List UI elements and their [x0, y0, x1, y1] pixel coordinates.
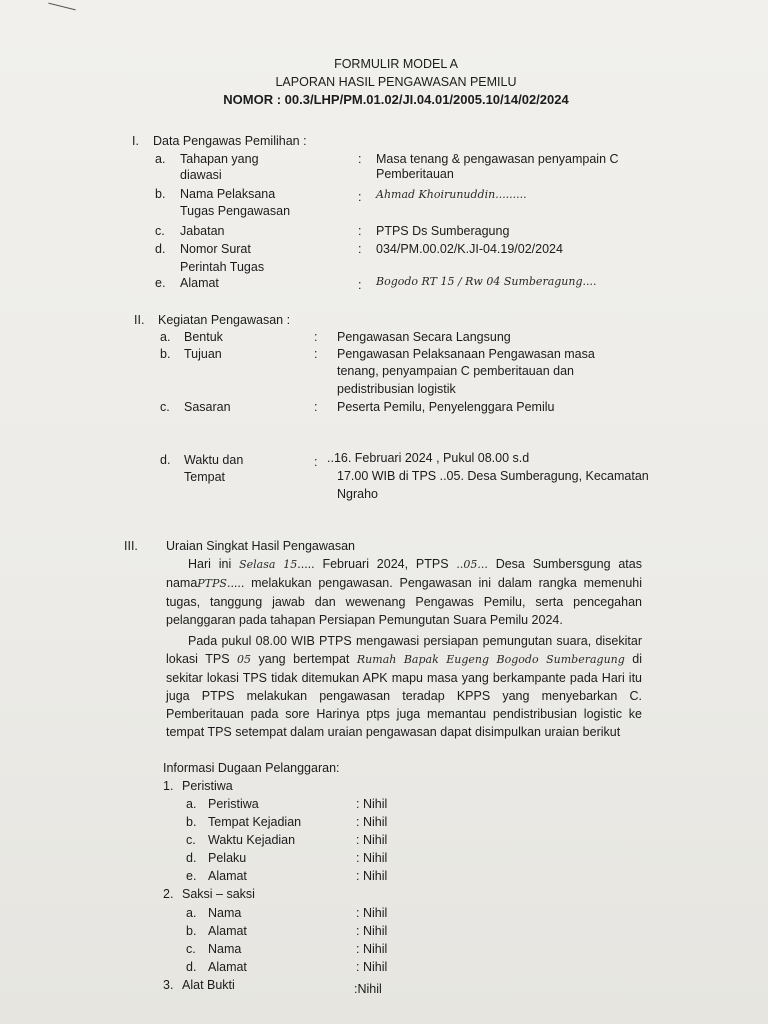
item-colon: :	[358, 224, 362, 238]
item-value-handwritten: Bogodo RT 15 / Rw 04 Sumberagung....	[376, 275, 597, 288]
item-label-cont: diawasi	[180, 168, 222, 182]
item-value-cont: pedistribusian logistik	[337, 382, 456, 396]
item-letter: e.	[155, 276, 166, 290]
item-value: :Nihil	[354, 982, 382, 996]
section-1-title: Data Pengawas Pemilihan :	[153, 134, 307, 148]
violations-title: Informasi Dugaan Pelanggaran:	[163, 761, 340, 775]
item-value-cont: 17.00 WIB di TPS ..05. Desa Sumberagung, Kecamatan	[337, 469, 649, 483]
item-value: ..16. Februari 2024 , Pukul 08.00 s.d	[327, 451, 530, 465]
item-value: 034/PM.00.02/K.JI-04.19/02/2024	[376, 242, 563, 256]
item-label: Nomor Surat	[180, 242, 251, 256]
item-label: Waktu dan	[184, 453, 244, 467]
item-label: Waktu Kejadian	[208, 833, 296, 847]
section-2-number: II.	[134, 313, 145, 327]
item-letter: b.	[186, 815, 197, 829]
paragraph-text: Desa Sumbersgung atas nama	[166, 557, 642, 590]
item-label-cont: Tugas Pengawasan	[180, 204, 291, 218]
item-value: : Nihil	[356, 851, 388, 865]
item-colon: :	[314, 347, 318, 361]
item-value: : Nihil	[356, 960, 388, 974]
handwritten-date: Selasa 15	[239, 558, 298, 571]
item-value: : Nihil	[356, 833, 388, 847]
item-colon: :	[358, 152, 362, 166]
report-number: NOMOR : 00.3/LHP/PM.01.02/JI.04.01/2005.10/14/02/2024	[223, 92, 569, 107]
paragraph-text: ..... melakukan pengawasan. Pengawasan ini dalam rangka memenuhi tugas, tanggung jawab dan wewenang Pengawas Pemilu, serta pencegahan pelanggaran pada tahapan Persiapan Pemungutan Suara Pemilu 2024.	[166, 576, 642, 627]
handwritten-tps: 05	[237, 653, 252, 666]
form-title: FORMULIR MODEL A	[334, 57, 458, 71]
group-title: Saksi – saksi	[182, 887, 255, 901]
item-value: : Nihil	[356, 942, 388, 956]
item-label: Sasaran	[184, 400, 231, 414]
item-label: Bentuk	[184, 330, 223, 344]
item-label: Alamat	[208, 869, 247, 883]
item-letter: b.	[186, 924, 197, 938]
item-letter: a.	[186, 906, 197, 920]
item-letter: a.	[186, 797, 197, 811]
item-label-cont: Perintah Tugas	[180, 260, 265, 274]
item-colon: :	[314, 455, 318, 469]
item-value: : Nihil	[356, 924, 388, 938]
item-letter: d.	[155, 242, 166, 256]
item-value: : Nihil	[356, 906, 388, 920]
handwritten-name: PTPS	[197, 577, 227, 590]
item-value: Masa tenang & pengawasan penyampain C	[376, 152, 619, 166]
item-letter: d.	[160, 453, 171, 467]
paragraph-text: ..... Februari 2024, PTPS	[297, 557, 457, 571]
item-value: Pengawasan Secara Langsung	[337, 330, 511, 344]
item-label: Nama	[208, 906, 242, 920]
item-label: Pelaku	[208, 851, 247, 865]
group-title: Peristiwa	[182, 779, 233, 793]
section-1-number: I.	[132, 134, 139, 148]
item-colon: :	[314, 400, 318, 414]
paragraph-text: di sekitar lokasi TPS tidak ditemukan APK mapu masa yang berkampante pada Hari itu juga PTPS melakukan pengawasan teradap KPPS yang menyebarkan C. Pemberitauan pada sore Harinya ptps juga memantau pendistribusian logistic ke tempat TPS setempat dalam uraian pengawasan dapat disimpulkan uraian berikut	[166, 652, 642, 739]
item-label: Tahapan yang	[180, 152, 259, 166]
item-letter: d.	[186, 960, 197, 974]
item-label: Alamat	[208, 924, 247, 938]
item-letter: e.	[186, 869, 197, 883]
report-title: LAPORAN HASIL PENGAWASAN PEMILU	[275, 75, 517, 89]
item-letter: c.	[186, 942, 196, 956]
item-letter: c.	[155, 224, 165, 238]
group-number: 3.	[163, 978, 174, 992]
item-letter: a.	[155, 152, 166, 166]
paragraph-text: Hari ini	[188, 557, 240, 571]
item-colon: :	[358, 278, 362, 292]
item-letter: b.	[155, 187, 166, 201]
scan-mark	[48, 3, 75, 11]
item-label: Jabatan	[180, 224, 225, 238]
item-value: PTPS Ds Sumberagung	[376, 224, 510, 238]
item-value: : Nihil	[356, 815, 388, 829]
item-colon: :	[358, 190, 362, 204]
item-label: Peristiwa	[208, 797, 259, 811]
group-number: 1.	[163, 779, 174, 793]
paragraph-text: yang bertempat	[251, 652, 357, 666]
item-value-handwritten: Ahmad Khoirunuddin.........	[376, 188, 527, 201]
item-value: : Nihil	[356, 797, 388, 811]
item-label: Alamat	[208, 960, 247, 974]
summary-paragraph-2	[166, 632, 642, 741]
item-letter: b.	[160, 347, 171, 361]
section-3-number: III.	[124, 539, 138, 553]
item-label: Nama Pelaksana	[180, 187, 276, 201]
handwritten-tps: ..05...	[456, 558, 488, 571]
item-value: Pengawasan Pelaksanaan Pengawasan masa	[337, 347, 595, 361]
item-label: Tujuan	[184, 347, 222, 361]
section-3-title: Uraian Singkat Hasil Pengawasan	[166, 539, 355, 553]
paragraph-text: Pada pukul 08.00 WIB PTPS mengawasi persiapan pemungutan suara, disekitar lokasi TPS	[166, 634, 642, 666]
item-letter: c.	[160, 400, 170, 414]
handwritten-location: Rumah Bapak Eugeng Bogodo Sumberagung	[356, 653, 625, 666]
item-label: Alamat	[180, 276, 219, 290]
item-colon: :	[358, 242, 362, 256]
item-label-cont: Tempat	[184, 470, 225, 484]
item-letter: d.	[186, 851, 197, 865]
item-letter: c.	[186, 833, 196, 847]
item-value: : Nihil	[356, 869, 388, 883]
item-value-cont: tenang, penyampaian C pemberitauan dan	[337, 364, 574, 378]
item-colon: :	[314, 330, 318, 344]
item-value-cont: Pemberitauan	[376, 167, 454, 181]
item-value: Peserta Pemilu, Penyelenggara Pemilu	[337, 400, 555, 414]
item-label: Tempat Kejadian	[208, 815, 302, 829]
item-value-cont: Ngraho	[337, 487, 378, 501]
item-label: Nama	[208, 942, 242, 956]
item-letter: a.	[160, 330, 171, 344]
summary-paragraph-1	[166, 555, 642, 629]
group-number: 2.	[163, 887, 174, 901]
group-title: Alat Bukti	[182, 978, 235, 992]
section-2-title: Kegiatan Pengawasan :	[158, 313, 291, 327]
